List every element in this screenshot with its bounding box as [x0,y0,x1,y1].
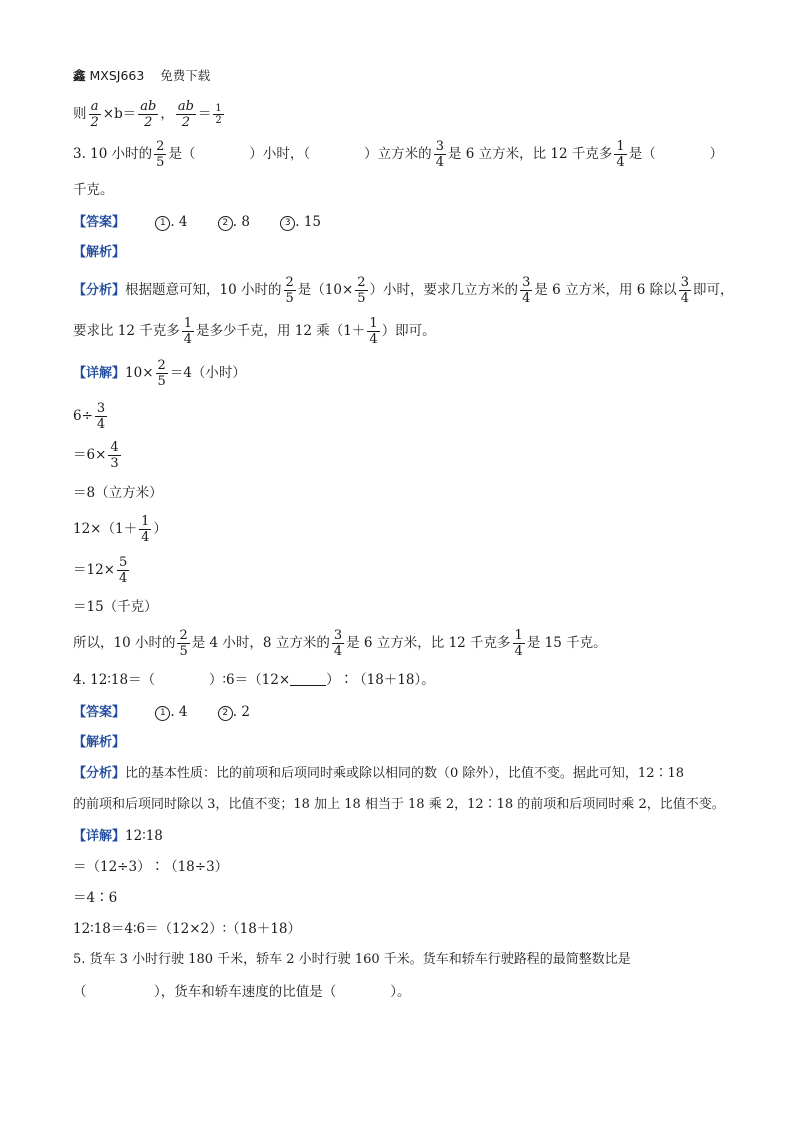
detail-q3-line7: ＝15（千克） [73,599,158,615]
question-5-line1: 5. 货车 3 小时行驶 180 千米，轿车 2 小时行驶 160 千米。货车和轿车行驶路程的最简整数比是 [73,952,631,967]
fraction: $\frac{ab}{2}$ [140,99,157,130]
question-3: 3. 10 小时的 $\frac{2}{5}$ 是（ ）小时，（ ）立方米的 $\frac{3}{4}$ 是 6 立方米，比 12 千克多 $\frac{1}{4}$ 是（ ） [73,139,724,170]
fraction: $\frac{2}{5}$ [285,275,294,306]
detail-q3-line4: ＝8（立方米） [73,485,163,501]
answer-tag: 【答案】 [73,705,126,720]
detail-q4-line2: ＝（12÷3）∶（18÷3） [73,859,229,875]
fraction: $\frac{3}{4}$ [435,139,444,170]
fraction: $\frac{1}{2}$ [215,103,222,126]
answer-row-q3: 【答案】 1 . 4 2 . 8 3 . 15 [73,214,322,230]
fraction: $\frac{5}{4}$ [119,555,128,586]
fill-blank [290,673,326,686]
fraction: $\frac{2}{5}$ [157,358,166,389]
header-free-download: 免费下载 [160,68,211,83]
detail-q4-line4: 12∶18＝4∶6＝（12×2）∶（18＋18） [73,921,302,937]
fraction: $\frac{1}{4}$ [514,628,523,659]
fraction: $\frac{2}{5}$ [179,628,188,659]
fraction: $\frac{3}{4}$ [522,275,531,306]
circled-number-icon: 1 [155,706,170,721]
fraction: $\frac{2}{5}$ [357,275,366,306]
fraction: $\frac{3}{4}$ [96,401,106,432]
circled-number-icon: 3 [280,216,295,231]
analysis-q3-line2: 要求比 12 千克多 $\frac{1}{4}$ 是多少千克，用 12 乘（1＋ $\frac{1}{4}$ ）即可。 [73,316,436,347]
header-code: MXSJ663 [89,68,145,83]
fraction: $\frac{1}{4}$ [369,316,378,347]
detail-q3-line1: 【详解】10× $\frac{2}{5}$ ＝4（小时） [73,358,246,389]
analysis-tag: 【解析】 [73,245,126,260]
detail-q4-line3: ＝4∶6 [73,890,118,906]
detail-q3-line2: 6÷ $\frac{3}{4}$ [73,401,106,432]
analysis-tag: 【解析】 [73,735,126,750]
question-3-line2: 千克。 [73,182,114,198]
fraction: $\frac{4}{3}$ [110,440,119,471]
analysis-q3-line1: 【分析】根据题意可知，10 小时的 $\frac{2}{5}$ 是（10× $\frac{2}{5}$ ）小时，要求几立方米的 $\frac{3}{4}$ 是 6 立方米，用 6 除以 $\frac{3}{4}$ 即可， [73,275,734,306]
analysis-q4-line2: 的前项和后项同时除以 3，比值不变；18 加上 18 相当于 18 乘 2，12∶18 的前项和后项同时乘 2，比值不变。 [73,797,725,812]
detail-q3-line3: ＝6× $\frac{4}{3}$ [73,440,119,471]
circled-number-icon: 1 [155,216,170,231]
detail-q3-line5: 12×（1＋ $\frac{1}{4}$ ） [73,514,167,545]
fraction: $\frac{2}{5}$ [156,139,165,170]
fraction: $\frac{1}{4}$ [141,514,150,545]
fraction: $\frac{1}{4}$ [616,139,625,170]
question-4: 4. 12∶18＝（ ）∶6＝（12× ）∶（18＋18）。 [73,672,435,688]
analysis-q4-line1: 【分析】比的基本性质：比的前项和后项同时乘或除以相同的数（0 除外），比值不变。据此可知，12∶18 [73,766,685,781]
fraction: $\frac{ab}{2}$ [177,99,194,130]
fraction: $\frac{a}{2}$ [90,99,99,130]
answer-row-q4: 【答案】 1 . 4 2 . 2 [73,704,250,720]
circled-number-icon: 2 [218,706,233,721]
fraction: $\frac{1}{4}$ [183,316,193,347]
fraction: $\frac{3}{4}$ [680,275,689,306]
summary-q3: 所以，10 小时的 $\frac{2}{5}$ 是 4 小时，8 立方米的 $\frac{3}{4}$ 是 6 立方米，比 12 千克多 $\frac{1}{4}$ 是 15 千克。 [73,628,607,659]
fraction: $\frac{3}{4}$ [333,628,343,659]
previous-answer-line: 则 $\frac{a}{2}$ ×b＝ $\frac{ab}{2}$ ， $\frac{ab}{2}$ ＝ $\frac{1}{2}$ [73,99,222,130]
logo-icon: 鑫 [73,68,86,83]
answer-tag: 【答案】 [73,215,126,230]
detail-q4-line1: 【详解】12∶18 [73,828,163,844]
detail-q3-line6: ＝12× $\frac{5}{4}$ [73,555,128,586]
page-header [73,66,210,86]
circled-number-icon: 2 [218,216,233,231]
question-5-line2: （ ），货车和轿车速度的比值是（ ）。 [73,984,411,1000]
